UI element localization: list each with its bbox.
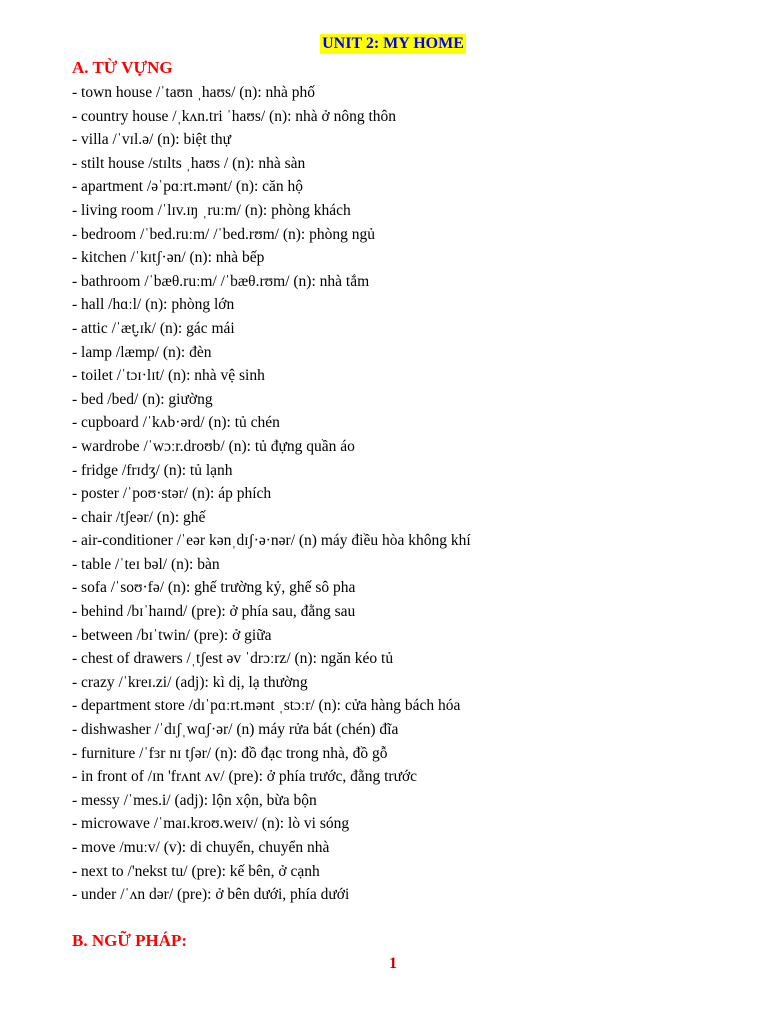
vocabulary-item: - air-conditioner /ˈeər kənˌdɪʃ·ə·nər/ (n) máy điều hòa không khí <box>72 532 471 550</box>
vocabulary-item: - living room /ˈlɪv.ɪŋ ˌruːm/ (n): phòng khách <box>72 201 351 219</box>
vocabulary-item: - attic /ˈæt̬.ɪk/ (n): gác mái <box>72 319 235 337</box>
vocabulary-item: - between /bɪˈtwin/ (pre): ở giữa <box>72 626 272 644</box>
vocabulary-item: - behind /bɪˈhaɪnd/ (pre): ở phía sau, đằng sau <box>72 603 356 621</box>
vocabulary-item: - under /ˈʌn dər/ (pre): ở bên dưới, phía dưới <box>72 886 350 904</box>
vocabulary-item: - bedroom /ˈbed.ruːm/ /ˈbed.rʊm/ (n): phòng ngủ <box>72 225 375 243</box>
vocabulary-item: - department store /dɪˈpɑːrt.mənt ˌstɔːr/ (n): cửa hàng bách hóa <box>72 697 461 715</box>
vocabulary-item: - fridge /frɪdʒ/ (n): tủ lạnh <box>72 461 233 479</box>
vocabulary-item: - next to /'nekst tu/ (pre): kế bên, ở cạnh <box>72 862 320 880</box>
vocabulary-item: - town house /ˈtaʊn ˌhaʊs/ (n): nhà phố <box>72 84 316 101</box>
vocabulary-item: - chair /tʃeər/ (n): ghế <box>72 508 206 526</box>
vocabulary-item: - villa /ˈvɪl.ə/ (n): biệt thự <box>72 131 232 149</box>
vocabulary-item: - cupboard /ˈkʌb·ərd/ (n): tủ chén <box>72 414 280 432</box>
vocabulary-item: - table /ˈteɪ bəl/ (n): bàn <box>72 555 220 573</box>
vocabulary-item: - kitchen /ˈkɪtʃ·ən/ (n): nhà bếp <box>72 249 265 267</box>
vocabulary-item: - bathroom /ˈbæθ.ruːm/ /ˈbæθ.rʊm/ (n): nhà tắm <box>72 272 370 290</box>
vocabulary-list <box>72 81 471 907</box>
vocabulary-item: - poster /ˈpoʊ·stər/ (n): áp phích <box>72 485 272 503</box>
page-number: 1 <box>389 955 397 972</box>
vocabulary-item: - microwave /ˈmaɪ.kroʊ.weɪv/ (n): lò vi sóng <box>72 815 350 833</box>
vocabulary-item: - chest of drawers /ˌtʃest əv ˈdrɔːrz/ (n): ngăn kéo tủ <box>72 650 394 668</box>
section-a-heading: A. TỪ VỰNG <box>72 58 173 77</box>
vocabulary-item: - toilet /ˈtɔɪ·lɪt/ (n): nhà vệ sinh <box>72 367 265 385</box>
vocabulary-item: - apartment /əˈpɑːrt.mənt/ (n): căn hộ <box>72 178 304 196</box>
vocabulary-item: - crazy /ˈkreɪ.zi/ (adj): kì dị, lạ thường <box>72 673 308 691</box>
vocabulary-item: - bed /bed/ (n): giường <box>72 390 213 408</box>
vocabulary-item: - in front of /ɪn 'frʌnt ʌv/ (pre): ở phía trước, đằng trước <box>72 768 418 786</box>
title-wrapper <box>0 34 768 54</box>
vocabulary-item: - furniture /ˈfɜr nɪ tʃər/ (n): đồ đạc trong nhà, đồ gỗ <box>72 744 388 762</box>
vocabulary-item: - lamp /læmp/ (n): đèn <box>72 343 212 361</box>
vocabulary-item: - dishwasher /ˈdɪʃˌwɑʃ·ər/ (n) máy rửa bát (chén) đĩa <box>72 721 399 739</box>
vocabulary-item: - messy /ˈmes.i/ (adj): lộn xộn, bừa bộn <box>72 791 317 809</box>
vocabulary-item: - hall /hɑːl/ (n): phòng lớn <box>72 296 235 314</box>
unit-title: UNIT 2: MY HOME <box>322 35 464 52</box>
vocabulary-item: - country house /ˌkʌn.tri ˈhaʊs/ (n): nhà ở nông thôn <box>72 107 397 125</box>
vocabulary-item: - wardrobe /ˈwɔːr.droʊb/ (n): tủ đựng quần áo <box>72 437 355 455</box>
vocabulary-item: - move /muːv/ (v): di chuyển, chuyển nhà <box>72 839 330 856</box>
section-b-heading: B. NGỮ PHÁP: <box>72 931 188 950</box>
vocabulary-item: - stilt house /stɪlts ˌhaʊs / (n): nhà sàn <box>72 154 306 172</box>
vocabulary-item: - sofa /ˈsoʊ·fə/ (n): ghế trường kỷ, ghế sô pha <box>72 579 356 597</box>
